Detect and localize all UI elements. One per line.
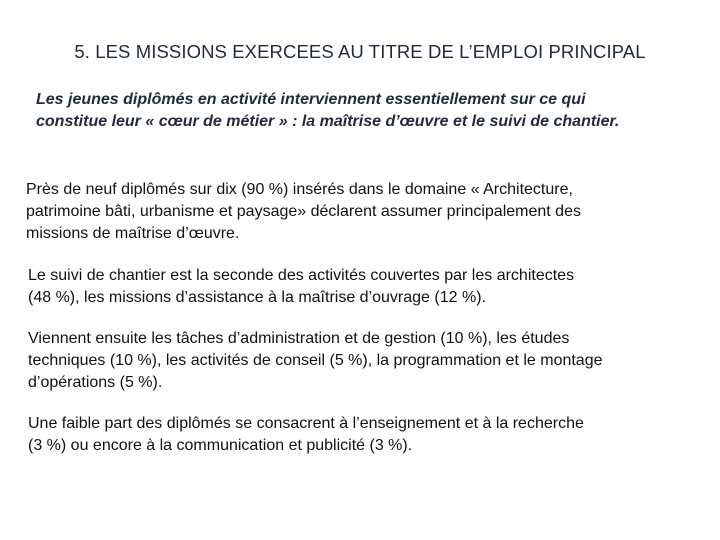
paragraph-line: missions de maîtrise d’œuvre. bbox=[26, 225, 240, 242]
paragraph-line: Le suivi de chantier est la seconde des activités couvertes par les architectes bbox=[28, 267, 575, 284]
intro-line: Les jeunes diplômés en activité interviennent essentiellement sur ce qui bbox=[36, 91, 586, 108]
paragraph-enseignement bbox=[28, 413, 688, 457]
paragraph-line: patrimoine bâti, urbanisme et paysage» déclarent assumer principalement des bbox=[26, 203, 581, 220]
paragraph-line: techniques (10 %), les activités de conseil (5 %), la programmation et le montage bbox=[28, 352, 603, 369]
paragraph-line: (48 %), les missions d’assistance à la maîtrise d’ouvrage (12 %). bbox=[28, 289, 486, 306]
paragraph-line: Une faible part des diplômés se consacrent à l’enseignement et à la recherche bbox=[28, 415, 584, 432]
paragraph-autres-taches bbox=[28, 328, 698, 394]
paragraph-maitrise-oeuvre bbox=[26, 179, 686, 245]
paragraph-line: Viennent ensuite les tâches d’administration et de gestion (10 %), les études bbox=[28, 330, 570, 347]
intro-line: constitue leur « cœur de métier » : la maîtrise d’œuvre et le suivi de chantier. bbox=[36, 113, 620, 130]
intro-text bbox=[36, 89, 706, 133]
paragraph-line: d’opérations (5 %). bbox=[28, 374, 163, 391]
paragraph-line: Près de neuf diplômés sur dix (90 %) insérés dans le domaine « Architecture, bbox=[26, 181, 573, 198]
paragraph-line: (3 %) ou encore à la communication et publicité (3 %). bbox=[28, 437, 413, 454]
slide-title: 5. LES MISSIONS EXERCEES AU TITRE DE L’EMPLOI PRINCIPAL bbox=[74, 41, 646, 62]
paragraph-suivi-chantier bbox=[28, 265, 688, 309]
